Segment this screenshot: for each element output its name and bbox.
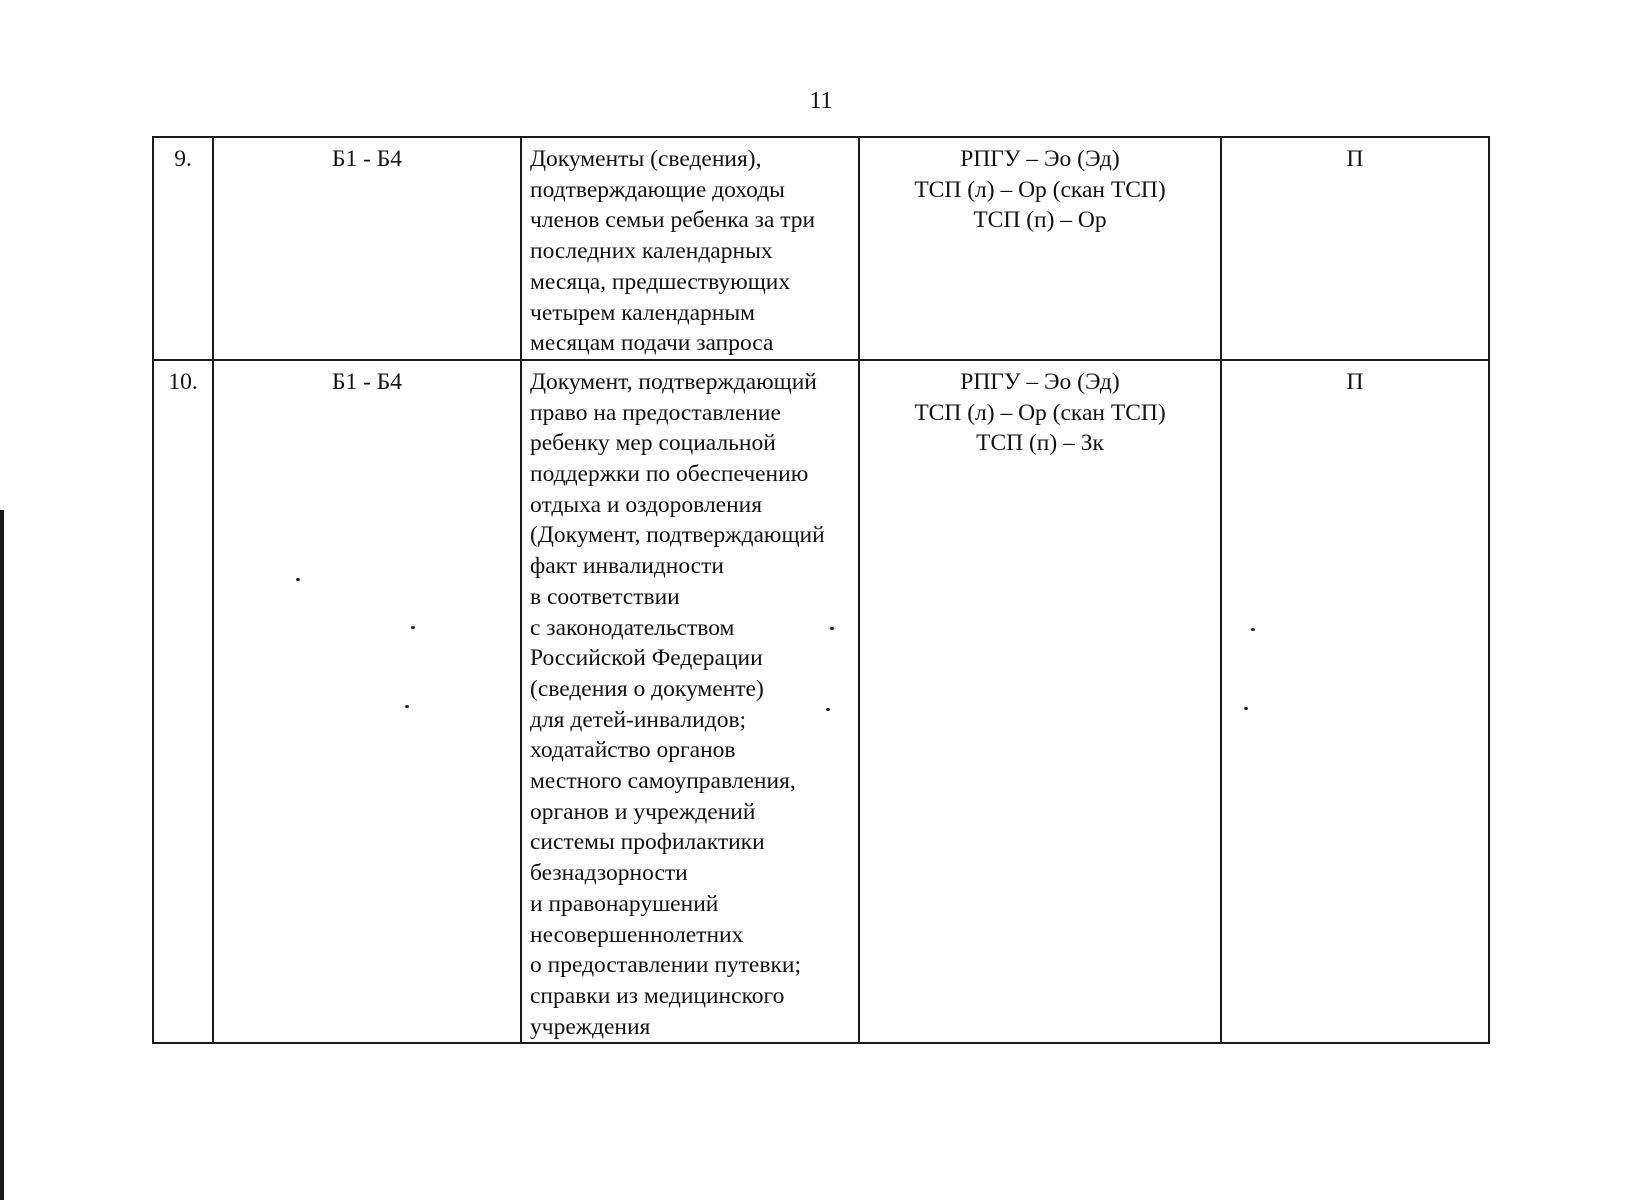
document-line: местного самоуправления, [530, 768, 796, 795]
document-line: ходатайство органов [530, 737, 736, 764]
document-line: органов и учреждений [530, 798, 756, 825]
scan-speck [826, 708, 830, 711]
document-line: несовершеннолетних [530, 921, 744, 948]
submission-form-cell [859, 360, 1221, 1043]
document-line: месяцам подачи запроса [530, 330, 774, 357]
document-line: факт инвалидности [530, 553, 724, 580]
document-line: подтверждающие доходы [530, 176, 785, 203]
scan-speck [1244, 707, 1248, 710]
document-line: для детей-инвалидов; [530, 706, 747, 733]
row-number-cell: 9. [153, 137, 213, 360]
form-line: РПГУ – Эо (Эд) [960, 368, 1120, 395]
table-row [153, 360, 1489, 1043]
document-line: справки из медицинского [530, 982, 785, 1009]
document-line: о предоставлении путевки; [530, 952, 801, 979]
document-line: безнадзорности [530, 860, 688, 887]
document-description-cell [521, 360, 859, 1043]
document-line: (сведения о документе) [530, 675, 764, 702]
document-line: поддержки по обеспечению [530, 461, 809, 488]
form-line: ТСП (п) – Зк [976, 430, 1104, 457]
scan-speck [296, 578, 300, 581]
form-line: ТСП (п) – Ор [973, 207, 1107, 234]
scan-speck [1251, 628, 1255, 631]
category-code-cell: Б1 - Б4 [213, 360, 521, 1043]
document-line: последних календарных [530, 238, 773, 265]
form-line: ТСП (л) – Ор (скан ТСП) [914, 176, 1166, 203]
document-line: Документы (сведения), [530, 146, 762, 172]
scan-edge [0, 510, 4, 1200]
document-line: с законодательством [530, 614, 735, 641]
scan-speck [830, 627, 834, 630]
document-line: членов семьи ребенка за три [530, 207, 816, 234]
document-line: право на предоставление [530, 399, 781, 426]
document-line: в соответствии [530, 583, 680, 610]
document-line: месяца, предшествующих [530, 268, 791, 295]
scan-speck [405, 705, 409, 708]
document-line: Российской Федерации [530, 645, 763, 672]
document-type-cell: П [1221, 137, 1489, 360]
documents-table [152, 136, 1490, 1044]
category-code-cell: Б1 - Б4 [213, 137, 521, 360]
submission-form-cell [859, 137, 1221, 360]
page-number: 11 [809, 88, 833, 114]
document-type-cell: П [1221, 360, 1489, 1043]
document-line: учреждения [530, 1013, 651, 1040]
document-line: отдыха и оздоровления [530, 491, 763, 518]
row-number-cell: 10. [153, 360, 213, 1043]
document-line: четырем календарным [530, 299, 756, 326]
form-line: РПГУ – Эо (Эд) [960, 146, 1120, 172]
document-line: системы профилактики [530, 829, 765, 856]
scan-speck [411, 626, 415, 629]
form-line: ТСП (л) – Ор (скан ТСП) [914, 399, 1166, 426]
document-line: и правонарушений [530, 890, 719, 917]
document-description-cell [521, 137, 859, 360]
document-line: Документ, подтверждающий [530, 368, 817, 395]
document-line: ребенку мер социальной [530, 430, 776, 457]
table-row [153, 137, 1489, 360]
document-line: (Документ, подтверждающий [530, 522, 825, 549]
